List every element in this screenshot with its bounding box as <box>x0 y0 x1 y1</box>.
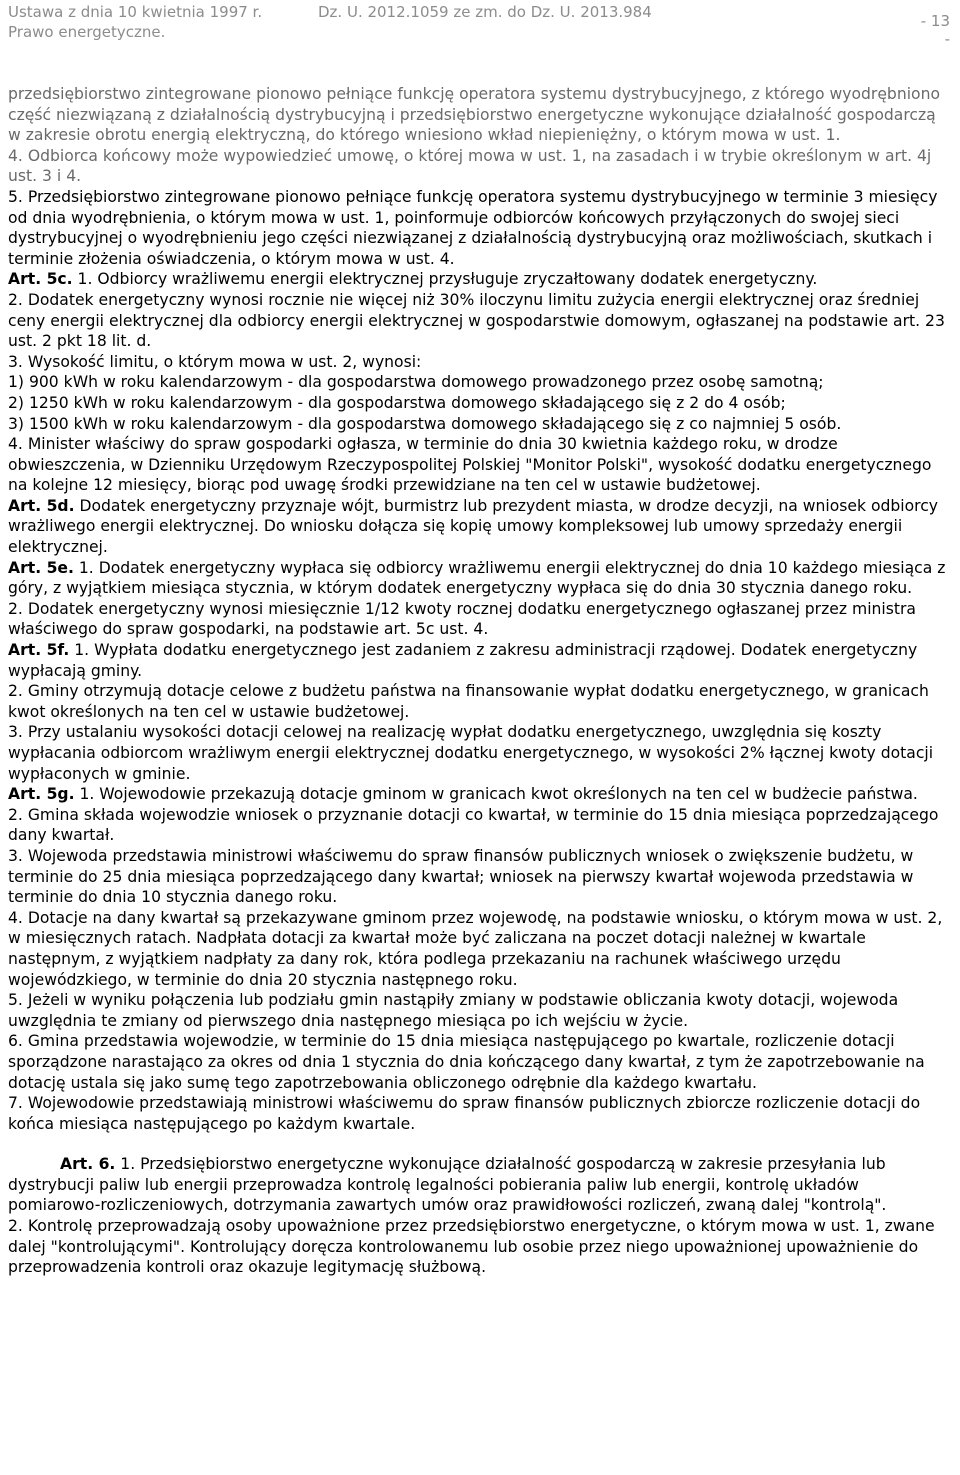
paragraph <box>8 187 950 269</box>
paragraph-text: Dodatek energetyczny przyznaje wójt, burmistrz lub prezydent miasta, w drodze decyzji, na wniosek odbiorcy wrażliwego energii elektrycznej. Do wniosku dołącza się kopię umowy kompleksowej lub umowy sprzedaży energii elektrycznej. <box>8 496 939 557</box>
paragraph <box>8 908 950 990</box>
paragraph-text: przedsiębiorstwo zintegrowane pionowo pełniące funkcję operatora systemu dystrybucyjnego, z którego wyodrębniono część niezwiązaną z działalnością dystrybucyjną i przedsiębiorstwo energetyczne wykonujące działalność gospodarczą w zakresie obrotu energią elektryczną, do którego wniesiono wkład niepieniężny, o którym mowa w ust. 1. <box>8 85 941 145</box>
article-number: Art. 6. <box>60 1155 116 1174</box>
paragraph <box>8 496 950 558</box>
paragraph <box>8 640 950 681</box>
document-body <box>8 84 950 1278</box>
paragraph-text: 2. Gminy otrzymują dotacje celowe z budżetu państwa na finansowanie wypłat dodatku energetycznego, w granicach kwot określonych na ten cel w ustawie budżetowej. <box>8 682 929 721</box>
paragraph-text: 2. Dodatek energetyczny wynosi rocznie nie więcej niż 30% iloczynu limitu zużycia energii elektrycznej oraz średniej ceny energii elektrycznej dla odbiorcy energii elektrycznej w gospodarstwie domowym, ogłaszanej na podstawie art. 23 ust. 2 pkt 18 lit. d. <box>8 290 945 351</box>
paragraph-text: 4. Minister właściwy do spraw gospodarki ogłasza, w terminie do dnia 30 kwietnia każdego roku, w drodze obwieszczenia, w Dzienniku Urzędowym Rzeczypospolitej Polskiej "Monitor Polski", wysokość dodatku energetycznego na kolejne 12 miesięcy, biorąc pod uwagę środki przewidziane na ten cel w ustawie budżetowej. <box>8 435 932 495</box>
paragraph <box>8 1093 950 1134</box>
paragraph <box>8 784 950 805</box>
paragraph <box>8 805 950 846</box>
paragraph-text: 6. Gmina przedstawia wojewodzie, w terminie do 15 dnia miesiąca następującego po kwartale, rozliczenie dotacji sporządzone narastająco za okres od dnia 1 stycznia do dnia kończącego dany kwartał, z tym że zapotrzebowanie na dotację ustala się jako sumę tego zapotrzebowania obliczonego odrębnie dla każdego kwartału. <box>8 1032 925 1092</box>
paragraph-text: 5. Przedsiębiorstwo zintegrowane pionowo pełniące funkcję operatora systemu dystrybucyjnego w terminie 3 miesięcy od dnia wyodrębnienia, o którym mowa w ust. 1, poinformuje odbiorców końcowych przyłączonych do swojej sieci dystrybucyjnej o wyodrębnieniu jego części niezwiązanej z działalnością dystrybucyjną oraz możliwościach, skutkach i terminie złożenia oświadczenia, o którym mowa w ust. 4. <box>8 187 938 268</box>
list-item <box>8 414 950 435</box>
paragraph-text: 7. Wojewodowie przedstawiają ministrowi właściwemu do spraw finansów publicznych zbiorcze rozliczenie dotacji do końca miesiąca następującego po każdym kwartale. <box>8 1094 921 1133</box>
paragraph-text: 2. Gmina składa wojewodzie wniosek o przyznanie dotacji co kwartał, w terminie do 15 dnia miesiąca poprzedzającego dany kwartał. <box>8 805 939 845</box>
paragraph-text: 4. Odbiorca końcowy może wypowiedzieć umowę, o której mowa w ust. 1, na zasadach i w trybie określonym w art. 4j ust. 3 i 4. <box>8 146 932 186</box>
paragraph <box>8 681 950 722</box>
article-number: Art. 5e. <box>8 558 74 577</box>
paragraph <box>8 846 950 908</box>
article-number: Art. 5g. <box>8 785 75 804</box>
paragraph-text: 2. Dodatek energetyczny wynosi miesięcznie 1/12 kwoty rocznej dodatku energetycznego ogłaszanej przez ministra właściwego do spraw gospodarki, na podstawie art. 5c ust. 4. <box>8 599 916 639</box>
page-number: - 13 <box>920 12 950 30</box>
paragraph-text: 3. Przy ustalaniu wysokości dotacji celowej na realizację wypłat dodatku energetycznego, uwzględnia się koszty wypłacania odbiorcom wrażliwym energii elektrycznej dodatku energetycznego, w wysokości 2% łącznej kwoty dotacji wypłaconych w gminie. <box>8 723 934 783</box>
paragraph <box>8 434 950 496</box>
header-journal-reference: Dz. U. 2012.1059 ze zm. do Dz. U. 2013.984 <box>318 3 652 21</box>
paragraph <box>8 1216 950 1278</box>
header-act-title: Ustawa z dnia 10 kwietnia 1997 r. Prawo energetyczne. <box>8 3 263 41</box>
paragraph-text: 3. Wysokość limitu, o którym mowa w ust. 2, wynosi: <box>8 352 422 371</box>
paragraph <box>8 599 950 640</box>
list-item <box>8 393 950 414</box>
paragraph-text: 1. Dodatek energetyczny wypłaca się odbiorcy wrażliwemu energii elektrycznej do dnia 10 każdego miesiąca z góry, z wyjątkiem miesiąca stycznia, w którym dodatek energetyczny wypłaca się do dnia 30 stycznia danego roku. <box>8 558 946 598</box>
paragraph <box>8 990 950 1031</box>
paragraph <box>8 352 950 373</box>
article-number: Art. 5d. <box>8 496 75 515</box>
header-page-number <box>921 12 950 48</box>
article-number: Art. 5c. <box>8 270 73 289</box>
paragraph <box>8 1154 950 1216</box>
paragraph <box>8 146 950 187</box>
paragraph-text: 2. Kontrolę przeprowadzają osoby upoważnione przez przedsiębiorstwo energetyczne, o którym mowa w ust. 1, zwane dalej "kontrolującymi". Kontrolujący doręcza kontrolowanemu lub osobie przez niego upoważnionej upoważnienie do przeprowadzenia kontroli oraz okazuje legitymację służbową. <box>8 1217 935 1277</box>
paragraph-text: 3. Wojewoda przedstawia ministrowi właściwemu do spraw finansów publicznych wniosek o zwiększenie budżetu, w terminie do 25 dnia miesiąca poprzedzającego dany kwartał; wniosek na pierwszy kwartał wojewoda przedstawia w terminie do dnia 10 stycznia danego roku. <box>8 846 914 907</box>
article-number: Art. 5f. <box>8 641 70 660</box>
paragraph-text: 4. Dotacje na dany kwartał są przekazywane gminom przez wojewodę, na podstawie wniosku, o którym mowa w ust. 2, w miesięcznych ratach. Nadpłata dotacji za kwartał może być zaliczana na poczet dotacji należnej w kwartale następnym, z wyjątkiem nadpłaty za dany rok, która podlega przekazaniu na rachunek właściwego urzędu wojewódzkiego, w terminie do dnia 20 stycznia następnego roku. <box>8 908 943 989</box>
paragraph <box>8 269 950 290</box>
paragraph <box>8 558 950 599</box>
paragraph-text: 1) 900 kWh w roku kalendarzowym - dla gospodarstwa domowego prowadzonego przez osobę samotną; <box>8 373 824 392</box>
paragraph-text: 1. Wypłata dodatku energetycznego jest zadaniem z zakresu administracji rządowej. Dodatek energetyczny wypłacają gminy. <box>8 641 918 680</box>
page-number-dash: - <box>944 30 950 48</box>
paragraph <box>8 1031 950 1093</box>
paragraph-text: 1. Odbiorcy wrażliwemu energii elektrycznej przysługuje zryczałtowany dodatek energetyczny. <box>72 270 818 289</box>
paragraph-text: 3) 1500 kWh w roku kalendarzowym - dla gospodarstwa domowego składającego się z co najmniej 5 osób. <box>8 414 842 433</box>
list-item <box>8 372 950 393</box>
paragraph <box>8 84 950 146</box>
paragraph-text: 2) 1250 kWh w roku kalendarzowym - dla gospodarstwa domowego składającego się z 2 do 4 osób; <box>8 393 786 412</box>
paragraph <box>8 290 950 352</box>
page-header <box>0 0 960 46</box>
paragraph-text: 5. Jeżeli w wyniku połączenia lub podziału gmin nastąpiły zmiany w podstawie obliczania kwoty dotacji, wojewoda uwzględnia te zmiany od pierwszego dnia następnego miesiąca po ich wejściu w życie. <box>8 991 899 1030</box>
paragraph-text: 1. Przedsiębiorstwo energetyczne wykonujące działalność gospodarczą w zakresie przesyłania lub dystrybucji paliw lub energii przeprowadza kontrolę legalności pobierania paliw lub energii, kontrolę układów pomiarowo-rozliczeniowych, dotrzymania zawartych umów oraz prawidłowości rozliczeń, zwaną dalej "kontrolą". <box>8 1155 887 1215</box>
paragraph-text: 1. Wojewodowie przekazują dotacje gminom w granicach kwot określonych na ten cel w budżecie państwa. <box>74 785 918 804</box>
paragraph <box>8 722 950 784</box>
